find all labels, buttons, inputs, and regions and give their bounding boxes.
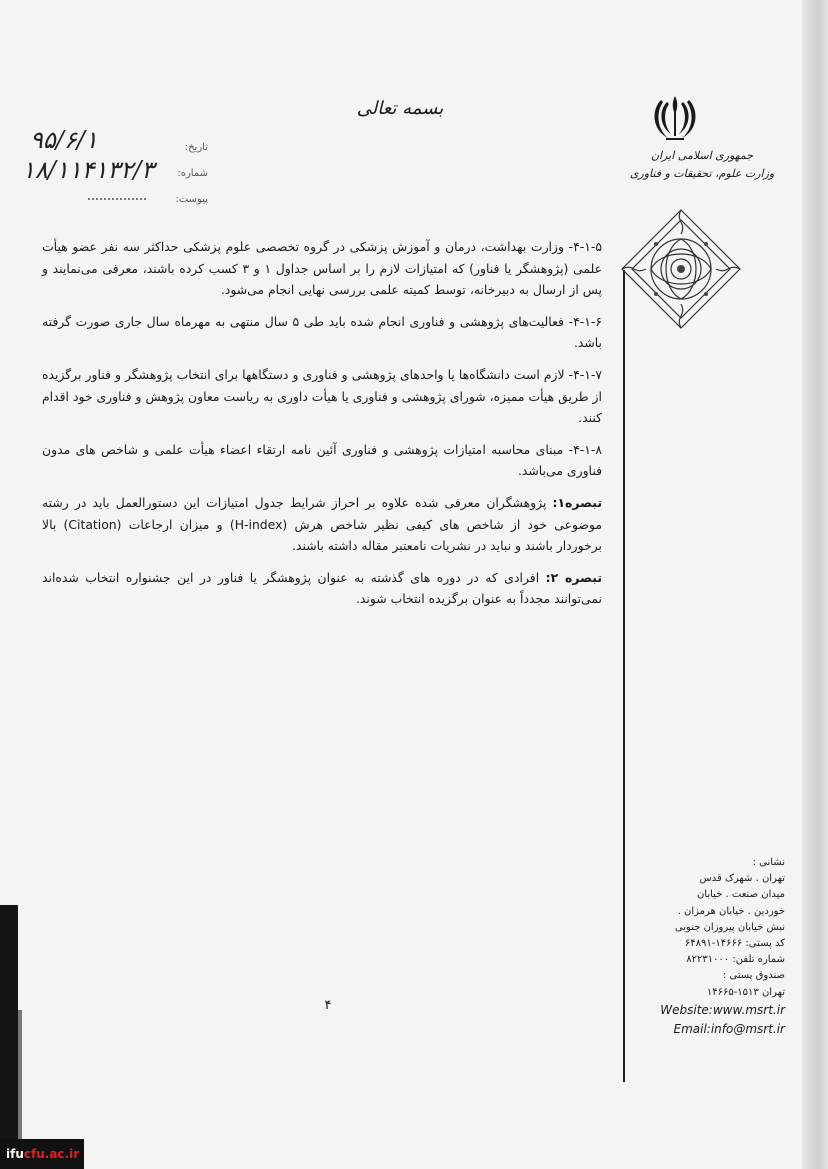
- vertical-rule: [623, 270, 625, 1082]
- postal-code: کد پستی: ۱۴۶۶۶-۶۴۸۹۱: [684, 938, 785, 950]
- phone-number: شماره تلفن: ۸۲۲۳۱۰۰۰: [686, 954, 785, 966]
- address-line: میدان صنعت . خیابان: [696, 889, 785, 901]
- note-1: [42, 492, 602, 557]
- attachment-dots: [88, 198, 146, 200]
- ornament-icon: [620, 208, 742, 330]
- po-box-value: تهران ۱۵۱۳-۱۴۶۶۵: [706, 986, 785, 998]
- basmala-heading: بسمه تعالی: [356, 98, 444, 119]
- note-1-text-a: پژوهشگران معرفی شده علاوه بر احراز شرایط جدول امتیازات این دستورالعمل باید در رشته موضوعی خود از شاخص های کیفی نظیر شاخص هرش (: [42, 494, 602, 532]
- iran-emblem-icon: [650, 92, 700, 142]
- website-link[interactable]: Website:www.msrt.ir: [660, 1002, 785, 1017]
- paragraph-4-1-5: ۴-۱-۵- وزارت بهداشت، درمان و آموزش پزشکی در گروه تخصصی علوم پزشکی حداکثر سه نفر عضو هیأت علمی (پژوهشگر یا فناور) که امتیازات لازم را بر اساس جداول ۱ و ۳ کسب کرده باشند، معرفی می‌نمایند و پس از ارسال به دبیرخانه، توسط کمیته علمی بررسی نهایی انجام می‌شود.: [42, 239, 603, 298]
- watermark-prefix: ifu: [6, 1147, 24, 1161]
- note-1-text-c: ) بالا برخوردار باشند و نباید در نشریات نامعتبر مقاله داشته باشند.: [42, 516, 602, 554]
- note-1-citation: Citation: [68, 516, 117, 532]
- scan-binding-bar-inner: [18, 1010, 22, 1150]
- note-1-text-b: ) و میزان ارجاعات (: [116, 516, 235, 532]
- attachment-label: پیوست:: [175, 194, 208, 205]
- ministry-line-1: جمهوری اسلامی ایران: [650, 149, 754, 162]
- site-watermark: [0, 1139, 84, 1169]
- ministry-line-2: وزارت علوم، تحقیقات و فناوری: [629, 167, 775, 180]
- watermark-domain: cfu.ac.ir: [23, 1147, 80, 1161]
- scan-edge-shadow: [802, 0, 828, 1169]
- po-box-label: صندوق پستی :: [722, 970, 785, 982]
- scan-binding-bar: [0, 905, 18, 1150]
- email-link[interactable]: Email:info@msrt.ir: [673, 1021, 785, 1036]
- ministry-title: [622, 147, 782, 183]
- note-2-label: تبصره ۲:: [545, 569, 602, 585]
- address-title: نشانی :: [752, 857, 785, 868]
- letter-body: [42, 236, 602, 620]
- paragraph-4-1-6: ۴-۱-۶- فعالیت‌های پژوهشی و فناوری انجام شده باید طی ۵ سال منتهی به مهرماه سال جاری صورت گرفته باشد.: [42, 313, 603, 351]
- note-2-text: افرادی که در دوره های گذشته به عنوان پژوهشگر یا فناور در این جشنواره انتخاب شده‌اند نمی‌توانند مجدداً به عنوان برگزیده انتخاب شوند.: [42, 569, 602, 607]
- address-line: نبش خیابان پیروزان جنوبی: [674, 921, 785, 933]
- note-1-label: تبصره۱:: [552, 494, 602, 510]
- date-label: تاریخ:: [184, 142, 208, 153]
- address-line: خوردین . خیابان هرمزان .: [677, 905, 785, 917]
- note-2: [42, 567, 602, 610]
- number-label: شماره:: [177, 168, 208, 179]
- page-number: ۴: [324, 998, 332, 1013]
- paragraph-4-1-7: ۴-۱-۷- لازم است دانشگاه‌ها یا واحدهای پژوهشی و فناوری و دستگاهها برای انتخاب پژوهشگر و فناور برگزیده از طریق هیأت ممیزه، شورای پژوهشی و فناوری یا هیأت داوری به ریاست معاون پژوهش و فناوری خود اقدام کنند.: [42, 366, 602, 426]
- letter-meta: [22, 126, 208, 213]
- date-value: ۹۵/۶/۱: [30, 126, 98, 154]
- address-block: [633, 855, 785, 1039]
- number-value: ۱۸/۱۱۴۱۳۲/۳: [22, 156, 155, 184]
- paragraph-4-1-8: ۴-۱-۸- مبنای محاسبه امتیازات پژوهشی و فناوری آئین نامه ارتقاء اعضاء هیأت علمی و شاخص های مدون فناوری می‌باشد.: [42, 441, 602, 479]
- address-line: تهران . شهرک قدس: [699, 873, 785, 885]
- note-1-hindex: H-index: [234, 516, 283, 532]
